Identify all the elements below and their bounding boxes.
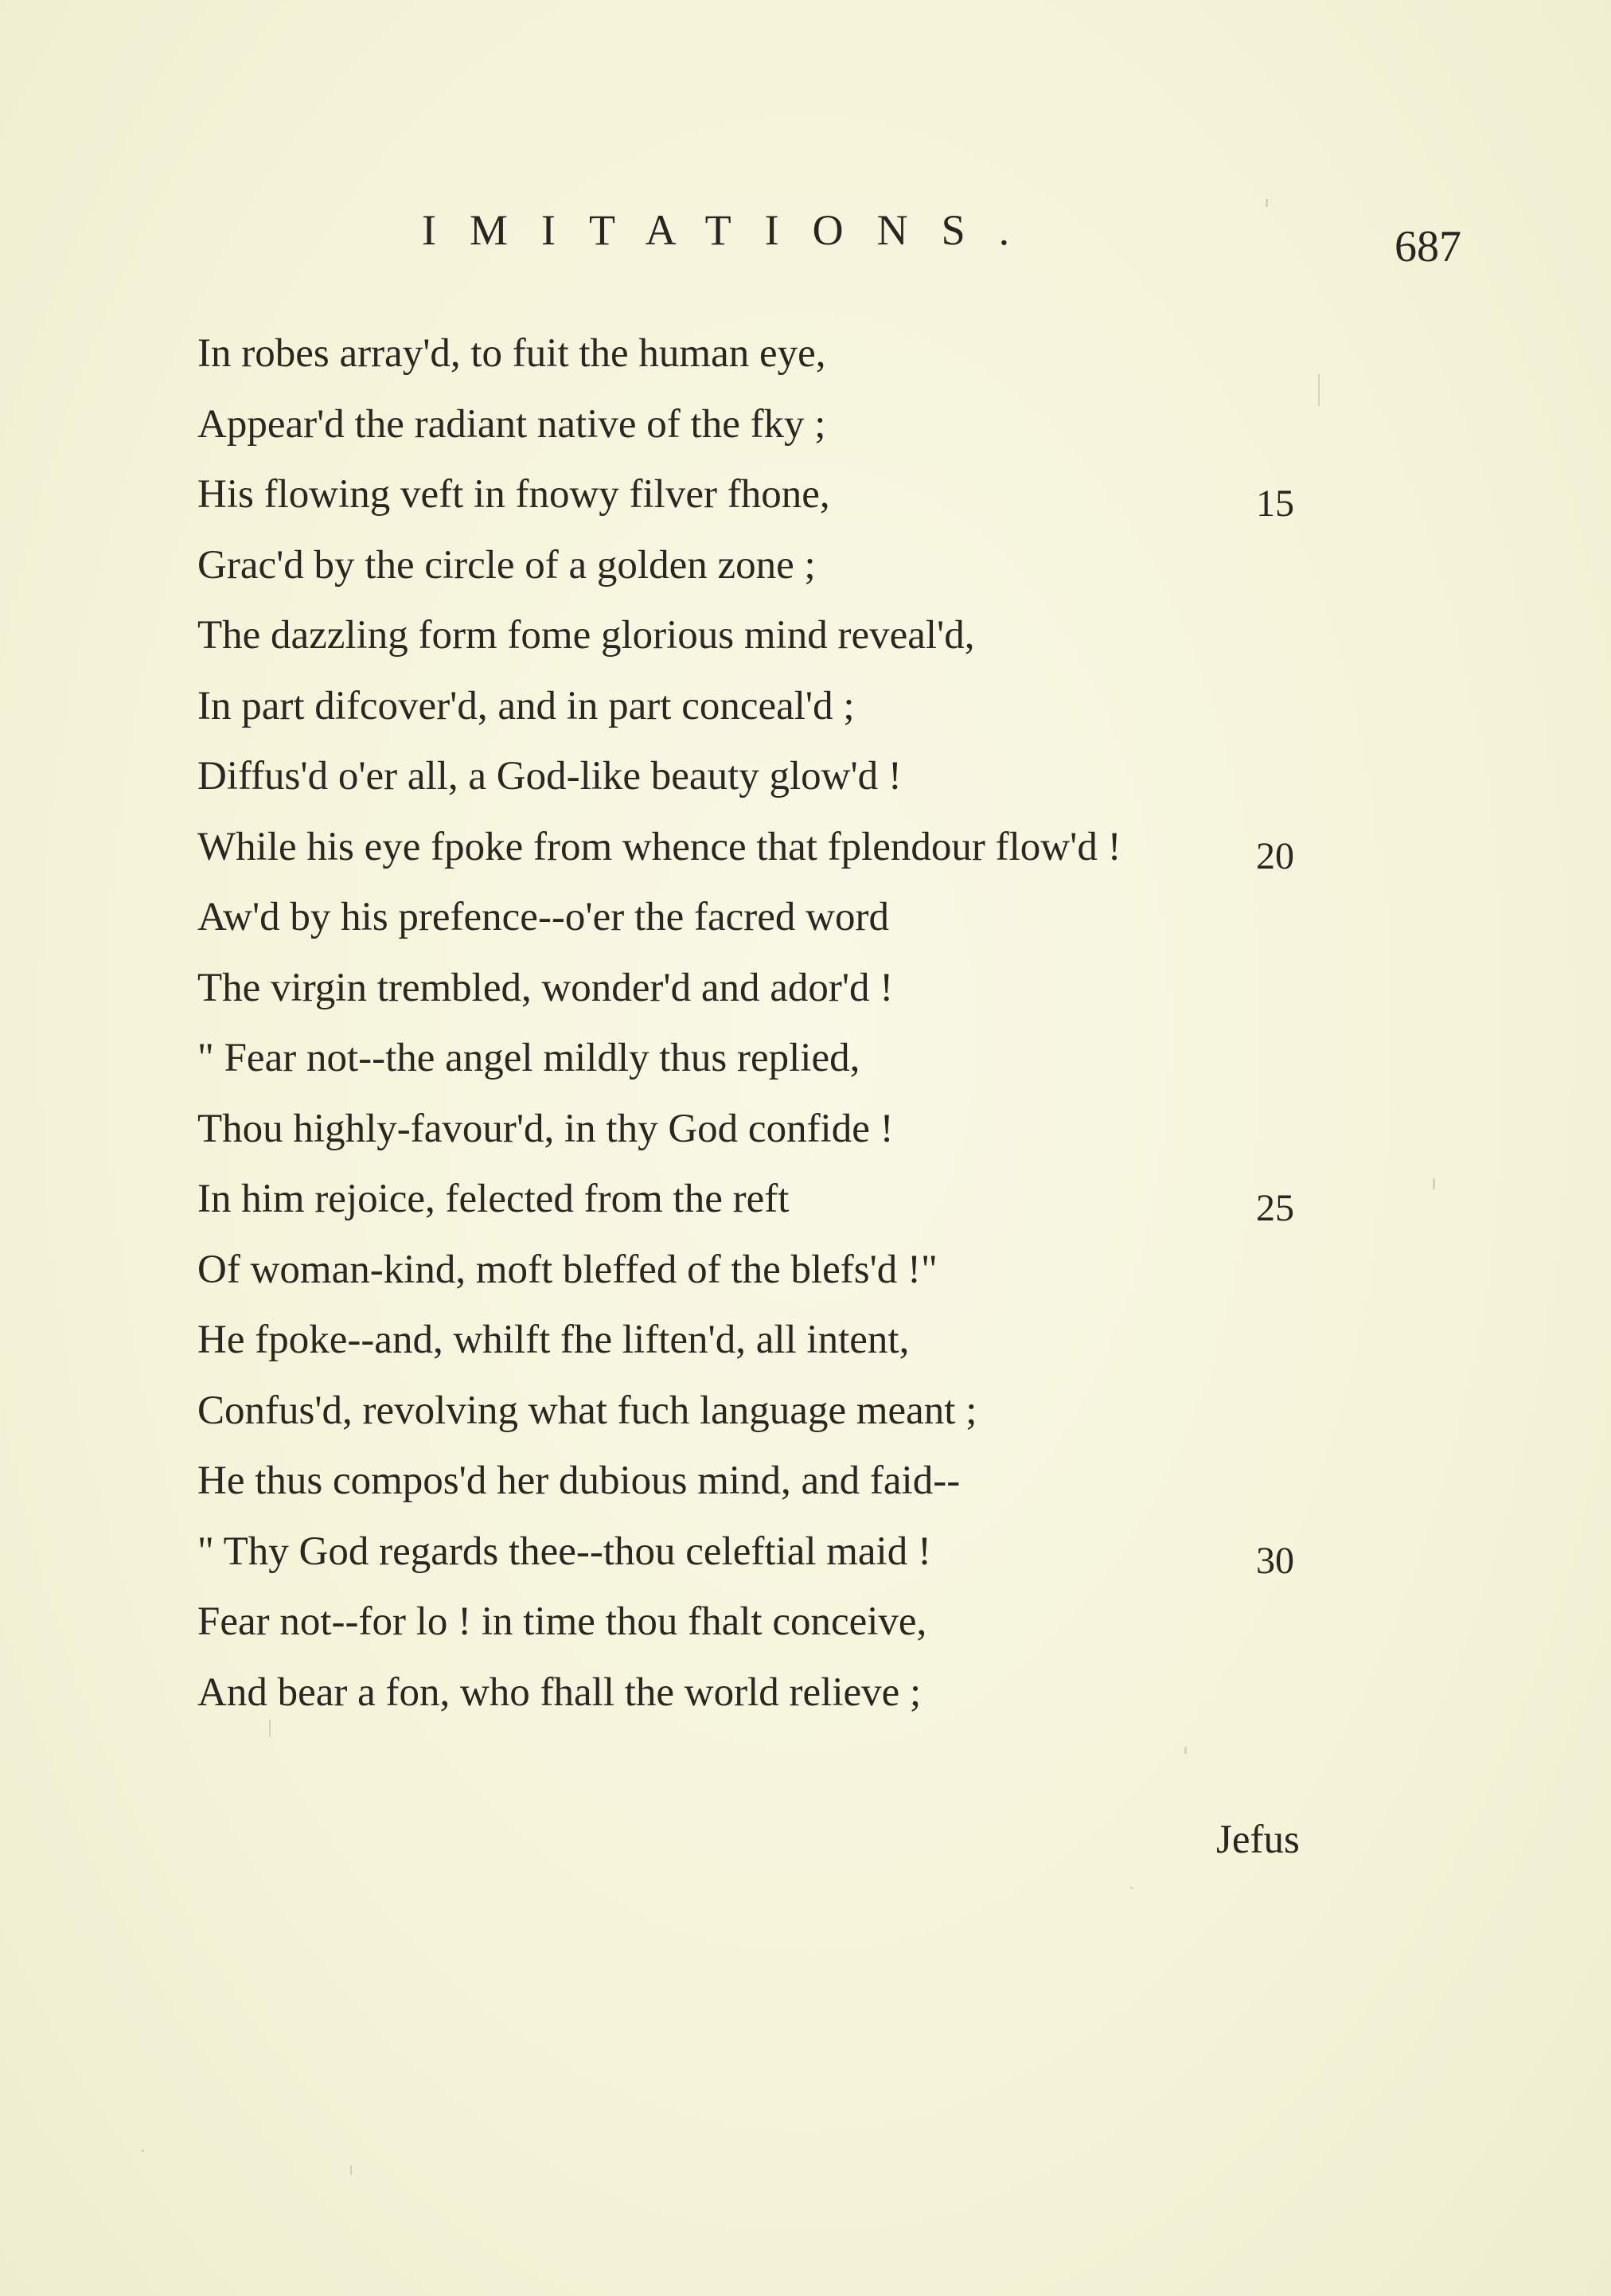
verse-line-text: Fear not--for lo ! in time thou fhalt conceive, — [197, 1599, 927, 1644]
verse-line-text: And bear a fon, who fhall the world relieve ; — [197, 1669, 922, 1715]
verse-block — [197, 318, 1439, 1728]
verse-line-text: He fpoke--and, whilft fhe liften'd, all intent, — [197, 1318, 910, 1362]
verse-line-text: The virgin trembled, wonder'd and ador'd ! — [197, 965, 894, 1010]
verse-line-text: His flowing veft in fnowy filver fhone, — [197, 472, 830, 517]
verse-line — [197, 953, 1439, 1024]
verse-line-text: Thou highly-favour'd, in thy God confide ! — [197, 1106, 894, 1151]
running-head: IMITATIONS. — [422, 206, 1043, 254]
verse-line — [197, 389, 1439, 460]
verse-line — [197, 671, 1439, 742]
paper-speck — [350, 2165, 352, 2175]
verse-line-text: The dazzling form fome glorious mind reveal'd, — [197, 613, 975, 658]
verse-line — [197, 1023, 1439, 1094]
verse-line — [197, 318, 1439, 389]
verse-line — [197, 1658, 1439, 1728]
verse-line-text: Appear'd the radiant native of the fky ; — [197, 401, 826, 447]
line-number: 25 — [1256, 1187, 1294, 1229]
paper-speck — [1266, 199, 1268, 207]
verse-line-text: He thus compos'd her dubious mind, and faid-- — [197, 1458, 961, 1503]
verse-line — [197, 459, 1439, 530]
verse-line — [197, 741, 1439, 812]
verse-line — [197, 530, 1439, 601]
verse-line — [197, 1446, 1439, 1517]
verse-line — [197, 1164, 1439, 1235]
verse-line-text: In part difcover'd, and in part conceal'd ; — [197, 683, 855, 728]
catchword: Jefus — [1216, 1818, 1300, 1862]
verse-line — [197, 1094, 1439, 1165]
verse-line-text: " Fear not--the angel mildly thus replied, — [197, 1036, 860, 1080]
verse-line — [197, 1376, 1439, 1447]
verse-line-text: In robes array'd, to fuit the human eye, — [197, 331, 826, 376]
verse-line-text: " Thy God regards thee--thou celeftial maid ! — [197, 1529, 931, 1574]
verse-line — [197, 1235, 1439, 1306]
verse-line — [197, 1305, 1439, 1376]
paper-speck — [1318, 374, 1320, 406]
paper-speck — [269, 1720, 271, 1737]
verse-line-text: In him rejoice, felected from the reft — [197, 1177, 790, 1221]
verse-line-text: While his eye fpoke from whence that fplendour flow'd ! — [197, 824, 1121, 869]
paper-speck — [1130, 1887, 1133, 1889]
paper-speck — [1184, 1747, 1187, 1754]
verse-line-text: Diffus'd o'er all, a God-like beauty glow'd ! — [197, 754, 902, 799]
verse-line — [197, 812, 1439, 883]
verse-line — [197, 1517, 1439, 1587]
verse-line — [197, 1587, 1439, 1658]
verse-line-text: Of woman-kind, moft bleffed of the blefs'd !" — [197, 1247, 938, 1292]
verse-line-text: Confus'd, revolving what fuch language meant ; — [197, 1388, 977, 1433]
line-number: 15 — [1256, 482, 1294, 525]
paper-speck — [142, 2150, 144, 2152]
line-number: 20 — [1256, 834, 1294, 877]
paper-speck — [1433, 1178, 1435, 1189]
verse-line-text: Grac'd by the circle of a golden zone ; — [197, 542, 816, 588]
page-number: 687 — [1395, 222, 1461, 271]
verse-line-text: Aw'd by his prefence--o'er the facred word — [197, 895, 889, 939]
line-number: 30 — [1256, 1539, 1294, 1582]
verse-line — [197, 600, 1439, 671]
verse-line — [197, 882, 1439, 953]
